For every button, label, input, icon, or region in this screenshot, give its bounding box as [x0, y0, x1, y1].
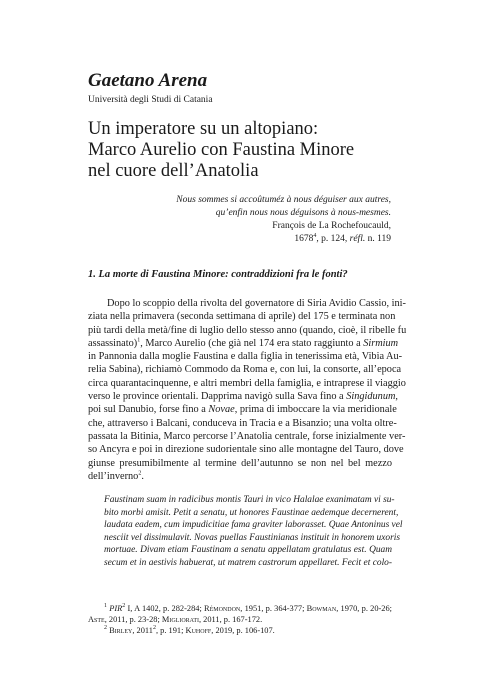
body-line	[88, 390, 398, 403]
latin-quotation	[104, 494, 403, 570]
footnote-1-cont	[88, 614, 392, 625]
body-line: circa quarantacinquenne, e altri membri della famiglia, e intraprese il viaggio	[88, 377, 406, 389]
text-run: , 2011	[132, 626, 153, 635]
text-run: , 2011, p. 167-172.	[198, 615, 263, 624]
text-run: , Marco Aurelio (che già nel 174 era stato raggiunto a	[140, 337, 364, 349]
footnote-ref-2[interactable]: 2	[138, 470, 142, 477]
edition-sup: 2	[122, 603, 126, 610]
body-line	[88, 337, 399, 350]
body-line: in Pannonia dalla moglie Faustina e dalla figlia in tenerissima età, Vibia Au-	[88, 351, 403, 363]
text-run: .	[141, 470, 144, 482]
article-title	[88, 119, 408, 182]
citation-author: Migliorati	[161, 615, 199, 624]
citation-author: Kuhoff	[185, 626, 212, 635]
body-line: che, attraverso i Balcani, conduceva in Tracia e a Bisanzio; una volta oltre-	[88, 417, 397, 429]
quote-line: bito morbi amisit. Petit a senatu, ut honores Faustinae aedemque decernerent,	[104, 507, 399, 518]
text-run: I, A 1402, p. 282-284;	[125, 604, 204, 613]
ref-year: 1678	[294, 234, 314, 244]
title-line: Marco Aurelio con Faustina Minore	[88, 140, 355, 160]
text-run: poi sul Danubio, forse fino a	[88, 404, 209, 416]
ref-number: n. 119	[365, 234, 391, 244]
footnote-number: 2	[104, 625, 107, 632]
citation-author: Rémondon	[204, 604, 241, 613]
edition-sup: 4	[313, 232, 317, 239]
body-line: Dopo lo scoppio della rivolta del governatore di Siria Avidio Cassio, ini-	[107, 298, 406, 309]
footnote-ref-1[interactable]: 1	[137, 337, 141, 344]
body-line: so Ancyra e poi in direzione sudorientale sino alle montagne del Tauro, dove	[88, 444, 404, 456]
body-line: ziata nella primavera (seconda settimana di aprile) del 175 e terminata non	[88, 311, 396, 323]
title-line: Un imperatore su un altopiano:	[88, 119, 319, 139]
text-run: , 1951, p. 364-377;	[240, 604, 307, 613]
text-run: verso le province orientali. Dapprima navigò sulla Sava fino a	[88, 391, 347, 403]
epigraph-quote-line: Nous sommes si accoûtuméz à nous déguiser aux autres,	[176, 195, 391, 205]
citation-author: Aste	[88, 615, 105, 624]
text-run: assassinato)	[88, 337, 138, 349]
footnote-2	[88, 625, 392, 636]
edition-sup: 2	[152, 625, 156, 632]
body-line: più tardi della metà/fine di luglio dello stesso anno (quando, cioè, il ribelle fu	[88, 324, 407, 336]
section-heading: 1. La morte di Faustina Minore: contraddizioni fra le fonti?	[88, 269, 348, 280]
ref-page: , p. 124,	[316, 234, 350, 244]
epigraph-reference	[150, 233, 391, 246]
body-line: relia Sabina), richiamò Commodo da Roma e, con lui, la consorte, all’epoca	[88, 364, 402, 376]
quote-line: mortuae. Divam etiam Faustinam a senatu appellatam gratulatus est. Quam	[104, 545, 392, 556]
text-run-italic: Novae	[208, 404, 235, 416]
quote-line: nesciit vel dissimulavit. Novas puellas Faustinianas instituit in honorem uxoris	[104, 532, 400, 543]
footnote-1	[88, 603, 392, 614]
title-line: nel cuore dell’Anatolia	[88, 161, 259, 181]
epigraph	[150, 194, 391, 246]
body-line: giunse presumibilmente al termine dell’autunno se non nel bel mezzo	[88, 457, 392, 469]
text-run: , prima di imboccare la via meridionale	[234, 404, 397, 416]
epigraph-quote-line: qu’enfin nous nous déguisons à nous-mesmes.	[215, 208, 391, 218]
ref-refl: réfl.	[349, 234, 366, 244]
text-run-italic: PIR	[109, 604, 123, 613]
author-affiliation: Università degli Studi di Catania	[88, 95, 213, 105]
text-run-italic: Singidunum	[346, 391, 396, 403]
text-run: dell’inverno	[88, 470, 139, 482]
epigraph-attribution: François de La Rochefoucauld,	[272, 221, 391, 231]
text-run-italic: Sirmium	[363, 337, 399, 349]
footnote-number: 1	[104, 603, 107, 610]
body-paragraph	[88, 297, 407, 483]
quote-line: secum et in aestivis habuerat, ut matrem castrorum appellaret. Fecit et colo-	[104, 557, 392, 568]
text-run: ,	[395, 391, 398, 403]
quote-line: Faustinam suam in radicibus montis Tauri in vico Halalae exanimatam vi su-	[104, 495, 395, 505]
quote-line: laudata eadem, cum impudicitiae fama graviter laborasset. Quae Antoninus vel	[104, 520, 403, 531]
body-line: passata la Bitinia, Marco percorse l’Anatolia centrale, forse inizialmente ver-	[88, 430, 406, 442]
text-run: , 2011, p. 23-28;	[104, 615, 162, 624]
body-line	[88, 470, 392, 483]
text-run: , 1970, p. 20-26;	[336, 604, 392, 613]
citation-author: Bowman	[306, 604, 337, 613]
footnotes	[88, 603, 392, 636]
text-run: , 2019, p. 106-107.	[211, 626, 275, 635]
citation-author: Birley	[109, 626, 133, 635]
author-name: Gaetano Arena	[88, 70, 208, 91]
text-run: , p. 191;	[155, 626, 186, 635]
body-line	[88, 403, 397, 416]
